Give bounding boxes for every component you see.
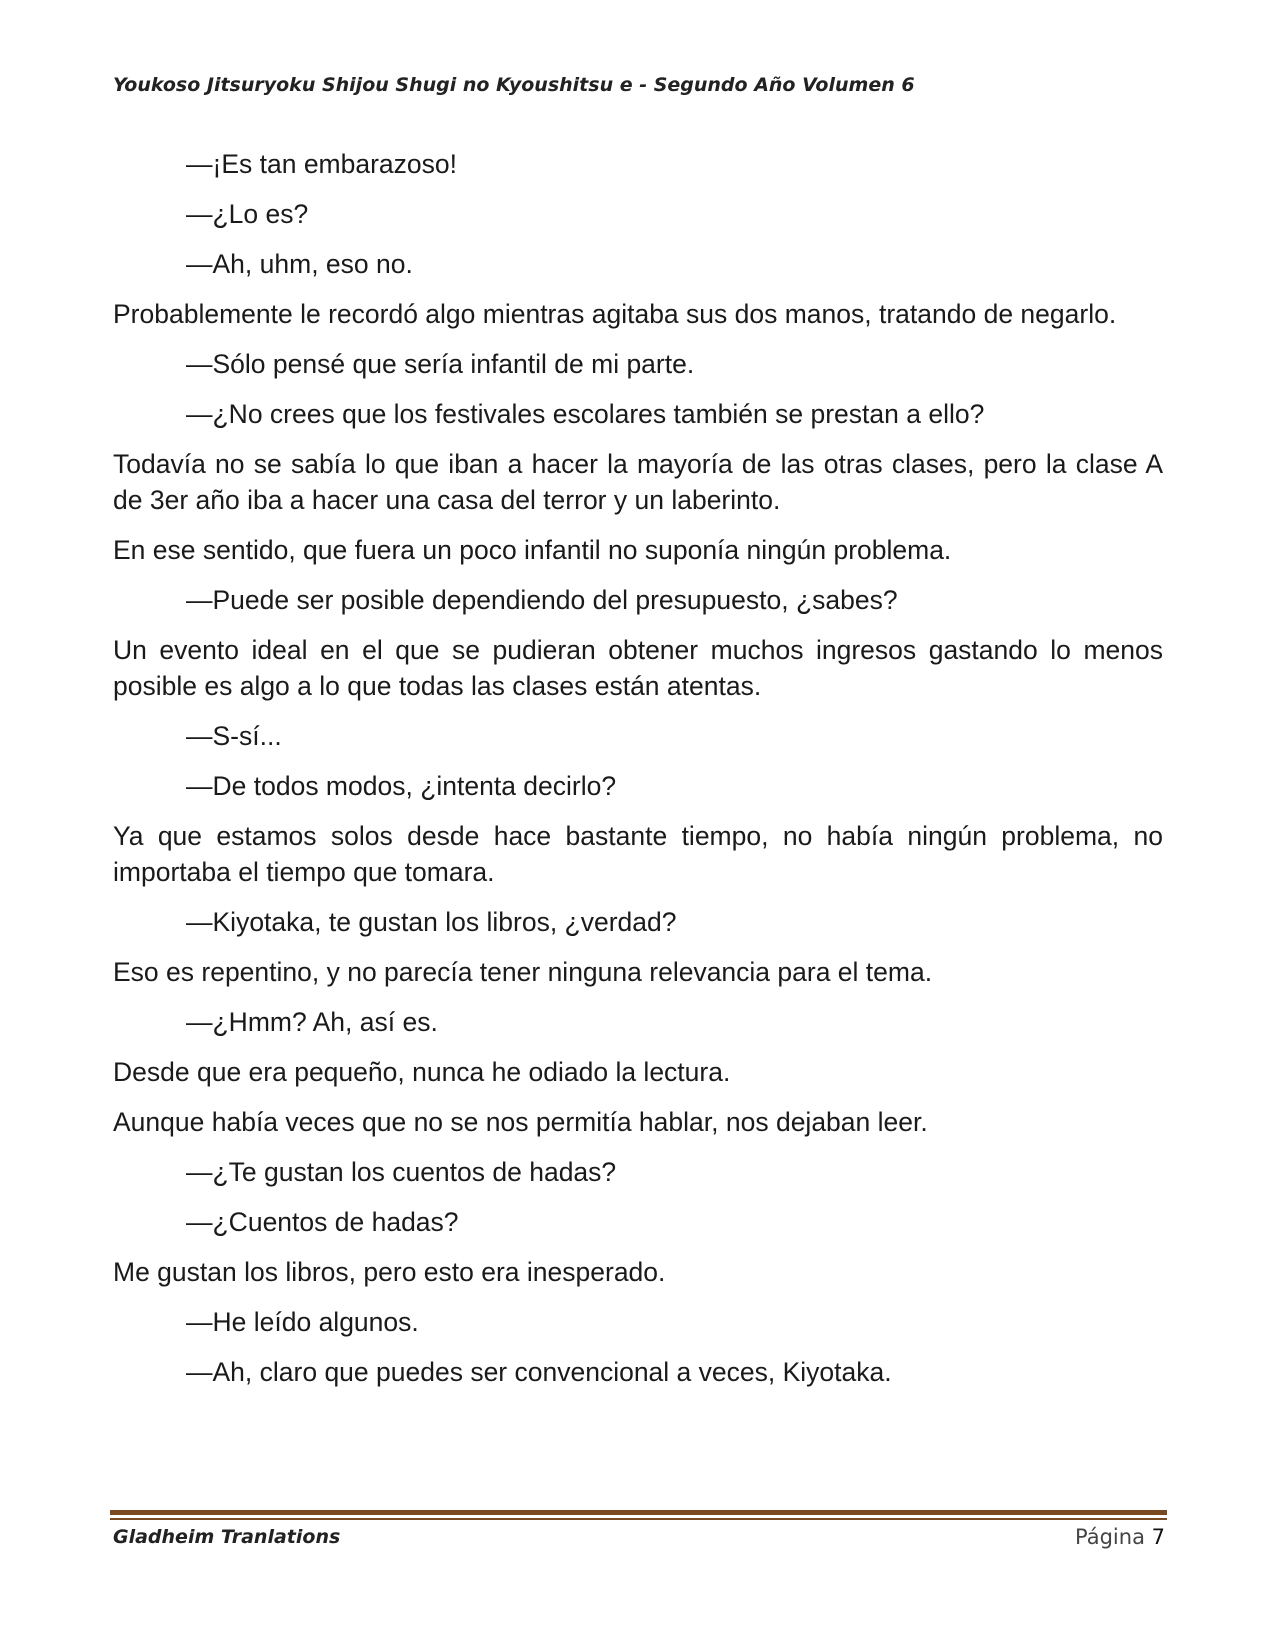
- page-body: [113, 146, 1163, 1390]
- dialog-line: —S-sí...: [186, 721, 282, 751]
- page-number: 7: [1151, 1525, 1165, 1549]
- dialog-line: —¿Hmm? Ah, así es.: [186, 1007, 438, 1037]
- dialog-line: —Ah, claro que puedes ser convencional a veces, Kiyotaka.: [186, 1357, 892, 1387]
- dialog-line: —He leído algunos.: [186, 1307, 419, 1337]
- dialog-line: —¿Cuentos de hadas?: [186, 1207, 459, 1237]
- narration-paragraph: Un evento ideal en el que se pudieran obtener muchos ingresos gastando lo menos posible es algo a lo que todas las clases están atentas.: [113, 635, 1163, 701]
- narration-paragraph: Todavía no se sabía lo que iban a hacer la mayoría de las otras clases, pero la clase A de 3er año iba a hacer una casa del terror y un laberinto.: [113, 449, 1163, 515]
- footer-credit: Gladheim Tranlations: [113, 1526, 341, 1548]
- narration-paragraph: Aunque había veces que no se nos permitía hablar, nos dejaban leer.: [113, 1107, 928, 1137]
- footer-divider-thin: [110, 1518, 1167, 1520]
- narration-paragraph: Ya que estamos solos desde hace bastante tiempo, no había ningún problema, no importaba el tiempo que tomara.: [113, 821, 1163, 887]
- dialog-line: —Ah, uhm, eso no.: [186, 249, 413, 279]
- dialog-line: —De todos modos, ¿intenta decirlo?: [186, 771, 617, 801]
- narration-paragraph: En ese sentido, que fuera un poco infantil no suponía ningún problema.: [113, 535, 952, 565]
- dialog-line: —¡Es tan embarazoso!: [186, 149, 458, 179]
- narration-paragraph: Eso es repentino, y no parecía tener ninguna relevancia para el tema.: [113, 957, 933, 987]
- header-title: Youkoso Jitsuryoku Shijou Shugi no Kyoushitsu e - Segundo Año Volumen 6: [113, 74, 915, 96]
- page-indicator: [1075, 1525, 1165, 1549]
- narration-paragraph: Desde que era pequeño, nunca he odiado la lectura.: [113, 1057, 731, 1087]
- dialog-line: —¿Te gustan los cuentos de hadas?: [186, 1157, 617, 1187]
- dialog-line: —¿No crees que los festivales escolares también se prestan a ello?: [186, 399, 985, 429]
- narration-paragraph: Me gustan los libros, pero esto era inesperado.: [113, 1257, 666, 1287]
- dialog-line: —Sólo pensé que sería infantil de mi parte.: [186, 349, 695, 379]
- footer-divider-thick: [110, 1510, 1167, 1515]
- dialog-line: —Kiyotaka, te gustan los libros, ¿verdad?: [186, 907, 677, 937]
- narration-paragraph: Probablemente le recordó algo mientras agitaba sus dos manos, tratando de negarlo.: [113, 299, 1117, 329]
- dialog-line: —¿Lo es?: [186, 199, 309, 229]
- dialog-line: —Puede ser posible dependiendo del presupuesto, ¿sabes?: [186, 585, 898, 615]
- page-label: Página: [1075, 1525, 1145, 1549]
